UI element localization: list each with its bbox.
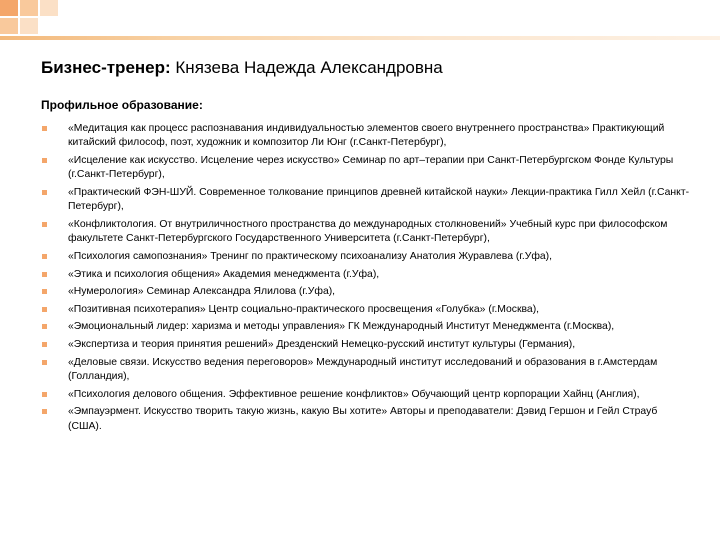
- education-list: [41, 122, 691, 437]
- deco-square: [20, 0, 38, 16]
- square-bullet-icon: [42, 409, 47, 414]
- list-item: [41, 285, 691, 299]
- square-bullet-icon: [42, 158, 47, 163]
- square-bullet-icon: [42, 272, 47, 277]
- list-item-text: «Эмпауэрмент. Искусство творить такую жизнь, какую Вы хотите» Авторы и преподаватели: Дэвид Гершон и Гейл Страуб (США).: [68, 406, 658, 432]
- section-heading: Профильное образование:: [41, 98, 203, 112]
- list-item-text: «Этика и психология общения» Академия менеджмента (г.Уфа),: [68, 268, 380, 280]
- square-bullet-icon: [42, 222, 47, 227]
- list-item-text: «Психология самопознания» Тренинг по практическому психоанализу Анатолия Журавлева (г.Уфа),: [68, 251, 553, 262]
- list-item: [41, 186, 691, 215]
- title-role: Бизнес-тренер:: [41, 58, 171, 77]
- square-bullet-icon: [42, 392, 47, 397]
- list-item: [41, 154, 691, 183]
- square-bullet-icon: [42, 360, 47, 365]
- list-item: [41, 268, 691, 282]
- list-item: [41, 356, 691, 385]
- list-item-text: «Исцеление как искусство. Исцеление через искусство» Семинар по арт–терапии при Санкт-Петербургском Фонде Культуры (г.Санкт-Петербург),: [68, 155, 674, 181]
- list-item-text: «Медитация как процесс распознавания индивидуальностью элементов своего внутреннего пространства» Практикующий китайский философ, поэт, художник и композитор Ли Юнг (г.Санкт-Петербург),: [68, 123, 665, 149]
- list-item-text: «Экспертиза и теория принятия решений» Дрезденский Немецко-русский институт культуры (Германия),: [68, 338, 576, 350]
- list-item: [41, 218, 691, 247]
- list-item-text: «Нумерология» Семинар Александра Ялилова (г.Уфа),: [68, 286, 336, 298]
- square-bullet-icon: [42, 307, 47, 312]
- square-bullet-icon: [42, 126, 47, 131]
- square-bullet-icon: [42, 254, 47, 259]
- list-item: [41, 250, 691, 264]
- header-divider: [0, 36, 720, 40]
- list-item-text: «Эмоциональный лидер: харизма и методы управления» ГК Международный Институт Менеджмента (г.Москва),: [68, 321, 615, 333]
- list-item-text: «Конфликтология. От внутриличностного пространства до международных столкновений» Учебный курс при философском факультете Санкт-Петербургского Государственного Университета (г.Санкт-Петербург),: [68, 219, 668, 245]
- slide-title: [41, 58, 443, 78]
- list-item-text: «Психология делового общения. Эффективное решение конфликтов» Обучающий центр корпорации Хайнц (Англия),: [68, 388, 640, 400]
- list-item: [41, 122, 691, 151]
- list-item: [41, 405, 691, 434]
- square-bullet-icon: [42, 324, 47, 329]
- deco-square: [0, 0, 18, 16]
- list-item: [41, 303, 691, 317]
- list-item: [41, 320, 691, 334]
- deco-square: [40, 0, 58, 16]
- list-item-text: «Деловые связи. Искусство ведения переговоров» Международный институт исследований и образования в г.Амстердам (Голландия),: [68, 356, 658, 382]
- list-item-text: «Позитивная психотерапия» Центр социально-практического просвещения «Голубка» (г.Москва),: [68, 303, 540, 315]
- list-item: [41, 388, 691, 402]
- deco-square: [20, 18, 38, 34]
- square-bullet-icon: [42, 190, 47, 195]
- square-bullet-icon: [42, 289, 47, 294]
- title-name: Князева Надежда Александровна: [175, 58, 443, 77]
- list-item: [41, 338, 691, 352]
- deco-square: [0, 18, 18, 34]
- square-bullet-icon: [42, 342, 47, 347]
- list-item-text: «Практический ФЭН-ШУЙ. Современное толкование принципов древней китайской науки» Лекции-практика Гилл Хейл (г.Санкт-Петербург),: [68, 187, 690, 213]
